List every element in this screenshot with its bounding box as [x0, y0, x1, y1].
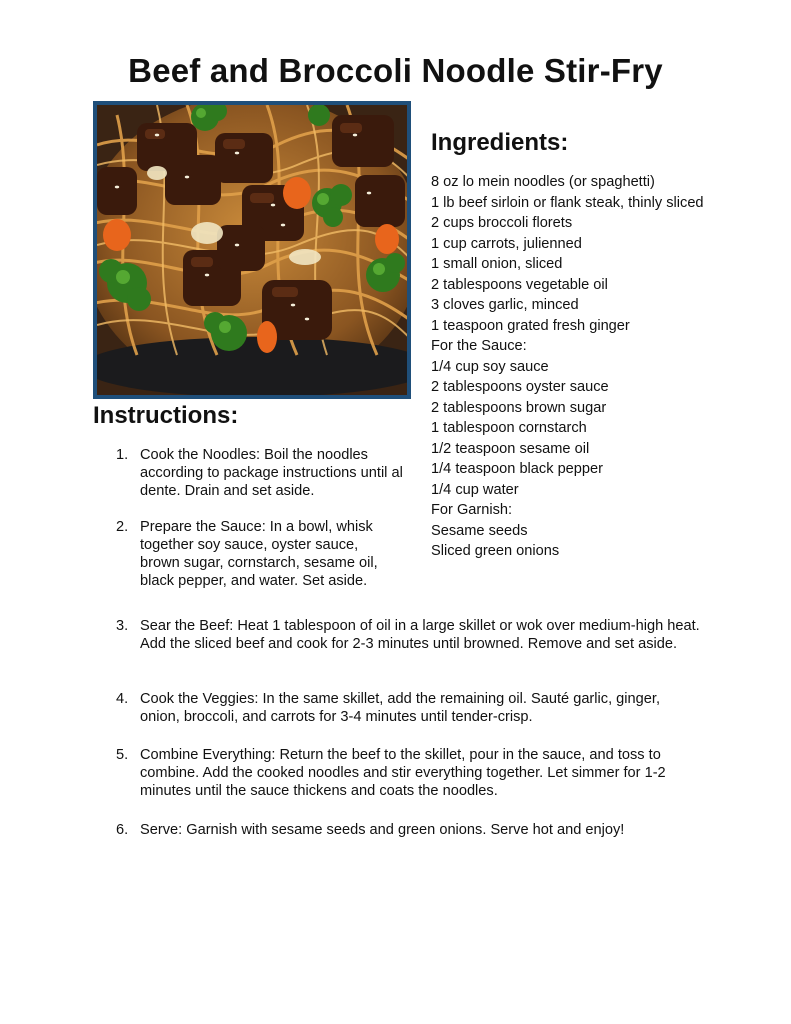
ingredient-subheading-garnish: For Garnish:: [431, 502, 513, 518]
instruction-step: [116, 446, 408, 500]
instruction-step: [116, 518, 402, 590]
ingredient-item: 3 cloves garlic, minced: [431, 297, 579, 313]
ingredient-item: 1 small onion, sliced: [431, 256, 563, 272]
step-text: Prepare the Sauce: In a bowl, whisk together soy sauce, oyster sauce, brown sugar, cornstarch, sesame oil, black pepper, and water. Set aside.: [140, 519, 378, 589]
dish-photo: [93, 101, 411, 399]
step-text: Sear the Beef: Heat 1 tablespoon of oil in a large skillet or wok over medium-high heat. Add the sliced beef and cook for 2-3 minutes until browned. Remove and set aside.: [140, 618, 700, 652]
ingredient-item: 1/2 teaspoon sesame oil: [431, 440, 590, 457]
ingredients-list: [431, 172, 704, 562]
instruction-step: [116, 617, 710, 653]
step-text: Cook the Veggies: In the same skillet, add the remaining oil. Sauté garlic, ginger, onion, broccoli, and carrots for 3-4 minutes until tender-crisp.: [140, 691, 661, 725]
stir-fry-illustration: [97, 105, 407, 395]
instruction-step: [116, 746, 710, 800]
step-number: 1.: [116, 447, 129, 463]
ingredient-subheading-sauce: For the Sauce:: [431, 338, 527, 354]
step-number: 3.: [116, 618, 129, 634]
instruction-step: [116, 821, 710, 839]
ingredient-item: 1/4 teaspoon black pepper: [431, 461, 604, 477]
ingredient-item: 2 tablespoons oyster sauce: [431, 379, 609, 395]
ingredient-item: 1 teaspoon grated fresh ginger: [431, 317, 630, 334]
ingredient-item: Sliced green onions: [431, 543, 560, 559]
ingredient-item: 1/4 cup water: [431, 481, 519, 498]
step-number: 2.: [116, 519, 129, 535]
step-text: Combine Everything: Return the beef to the skillet, pour in the sauce, and toss to combine. Add the cooked noodles and stir everything together. Let simmer for 1-2 minutes until the sauce thickens and coats the noodles.: [140, 747, 666, 799]
ingredients-heading: Ingredients:: [431, 129, 569, 156]
instruction-step: [116, 690, 700, 726]
step-number: 5.: [116, 747, 129, 763]
step-number: 6.: [116, 822, 129, 838]
ingredient-item: 1 tablespoon cornstarch: [431, 420, 587, 436]
ingredient-item: 1 lb beef sirloin or flank steak, thinly sliced: [431, 194, 704, 211]
ingredient-item: 2 tablespoons vegetable oil: [431, 276, 608, 293]
ingredient-item: 2 tablespoons brown sugar: [431, 399, 607, 416]
instructions-heading: Instructions:: [93, 402, 239, 429]
recipe-title: Beef and Broccoli Noodle Stir-Fry: [128, 52, 663, 89]
ingredient-item: 2 cups broccoli florets: [431, 215, 573, 231]
step-text: Serve: Garnish with sesame seeds and green onions. Serve hot and enjoy!: [140, 822, 625, 838]
ingredient-item: 8 oz lo mein noodles (or spaghetti): [431, 174, 655, 190]
step-text: Cook the Noodles: Boil the noodles according to package instructions until al dente. Drain and set aside.: [140, 447, 403, 499]
ingredient-item: Sesame seeds: [431, 522, 528, 539]
ingredient-item: 1/4 cup soy sauce: [431, 358, 549, 375]
ingredient-item: 1 cup carrots, julienned: [431, 235, 582, 252]
step-number: 4.: [116, 691, 129, 707]
